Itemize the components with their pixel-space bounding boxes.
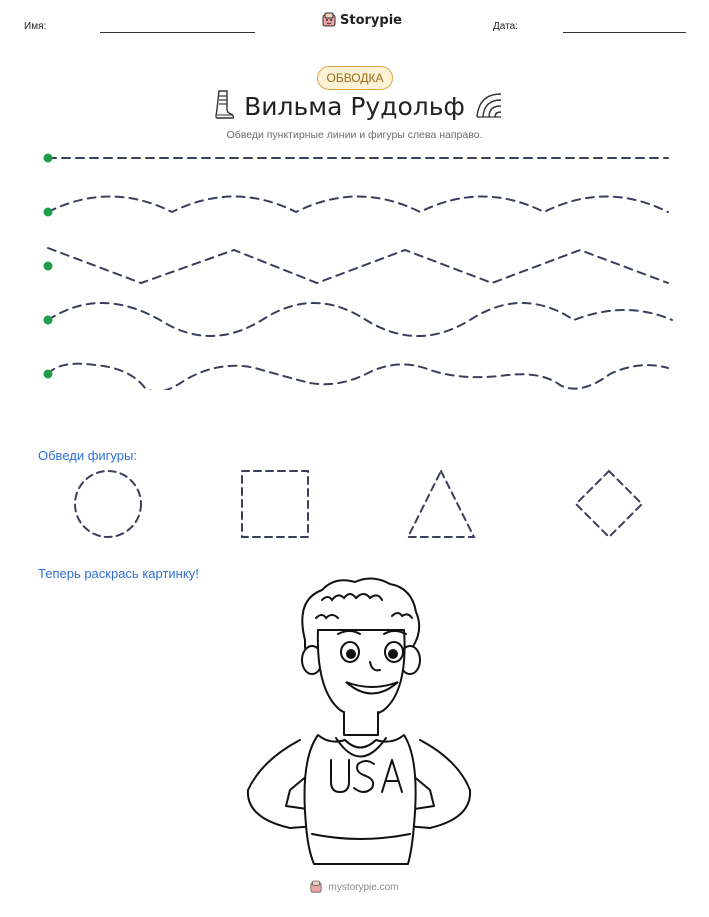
tracing-line-wave-3 [48,364,668,390]
instructions: Обведи пунктирные линии и фигуры слева направо. [226,129,483,141]
dashed-circle [75,471,141,537]
brand-name: Storypie [340,12,402,28]
start-dot [44,208,53,217]
coloring-picture-athlete [200,575,500,865]
page-title: Вильма Рудольф [244,92,465,121]
start-dot [44,370,53,379]
dashed-diamond [576,471,642,537]
brand-logo [322,12,402,28]
tracing-line-zigzag [48,248,668,283]
start-dot [44,154,53,163]
tracing-line-wave-1 [48,197,668,213]
tracing-shapes [0,462,709,542]
coloring-heading: Теперь раскрась картинку! [38,566,199,581]
date-field[interactable] [563,32,686,33]
dashed-triangle [408,471,474,537]
storypie-logo-icon [310,880,322,894]
footer-url[interactable]: mystorypie.com [328,881,399,893]
footer [0,880,709,894]
shapes-heading: Обведи фигуры: [38,448,137,463]
activity-badge: ОБВОДКА [317,66,393,90]
storypie-logo-icon [322,12,336,28]
start-dot [44,316,53,325]
track-icon [473,91,505,121]
name-label: Имя: [24,21,47,32]
name-field[interactable] [100,32,255,33]
tracing-lines [0,140,709,390]
tracing-line-wave-2 [48,303,672,336]
date-label: Дата: [493,21,518,32]
start-dot [44,262,53,271]
dashed-square [242,471,308,537]
